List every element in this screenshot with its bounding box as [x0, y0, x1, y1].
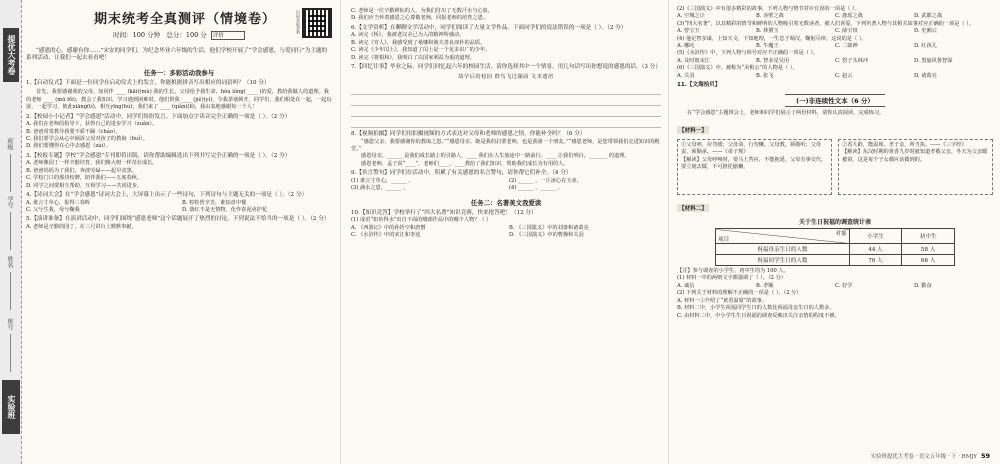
- q2-option-c[interactable]: C. 我们要学会从心中倾诉父母对孩子的教诲（huǐ）。: [26, 135, 148, 142]
- q6-option-c[interactable]: C. 读完《少年闰土》，我知道了闰土是一个见多识广的少年。: [351, 47, 491, 54]
- field-class-label: 班级: [6, 138, 13, 150]
- r4-option-a[interactable]: A. 哪吒: [677, 43, 695, 50]
- survey-col-primary: 小学生: [849, 229, 902, 244]
- survey-note: 【注】参与调查的小学生、初中生均为 100 人。: [677, 268, 789, 275]
- q4-option-d[interactable]: D. 落红不是无情物，化作春泥更护花: [182, 206, 268, 213]
- question-9: 9.【名言警句】同学们在活动中，积累了有关感恩的名言警句，请你帮它们补全。（4 分）: [351, 170, 572, 177]
- survey-table: [715, 228, 955, 266]
- q3-option-d[interactable]: D. 同学之间要相互帮助，互相学习——共同进步。: [26, 182, 143, 189]
- field-seat-label: 座号: [6, 318, 13, 330]
- q5-option-c[interactable]: C. 老师是一位辛勤耕耘的人，为我们付出了无数汗水与心血。: [351, 8, 493, 14]
- survey-header-row: [716, 229, 955, 244]
- r3-option-a[interactable]: A. 曾宝玉: [677, 28, 700, 35]
- question-7: 7.【回忆往事】毕业之际，同学们回忆起六年的校园生活。请你选择其中一个情景，用几句话写出你想说的感恩的话。（3 分）: [351, 64, 661, 71]
- task1-heading: 任务一：多彩活动我参与: [143, 68, 215, 77]
- sub-question-2: (2) 下列关于材料的理解不正确的一项是（ ）。（2 分）: [677, 290, 802, 297]
- q10-sub-2: (2)《三国演义》中有很多精彩的故事，下列人物与情节对应有误的一项是（ ）。: [677, 6, 860, 12]
- material-1-tag: 【材料一】: [679, 128, 707, 135]
- right-page: [668, 0, 1000, 464]
- question-2: 2.【校园小小记者】“学会感恩”活动中，同学们纷纷发言。下面加点字读音完全正确的一项是（ ）。（2 分）: [26, 113, 291, 120]
- r6-options: [677, 73, 993, 80]
- r2-options: [677, 13, 993, 20]
- survey-corner: [716, 229, 850, 244]
- q4-options: [26, 200, 332, 215]
- q4-option-c[interactable]: C. 父兮生我，母兮鞠我: [26, 206, 80, 213]
- survey-cell: 66 人: [902, 255, 955, 266]
- q9-blank-1[interactable]: (1) 谁言寸草心，______ 。: [351, 177, 414, 184]
- left-content: [26, 8, 332, 231]
- reading-intro: 在“学会感恩”主题班会上，老师和同学们展示了两份材料，请你认真阅读，完成练习。: [687, 109, 885, 116]
- q10-options: [351, 225, 661, 240]
- question-11: 11.【文海拾贝】: [677, 82, 721, 89]
- page-footer: [871, 452, 990, 460]
- q10-sub-6: (6)《三国演义》中，被称为“美髯公”的人物是（ ）。: [677, 65, 798, 72]
- question-5: 5.【演讲准备】在演讲活动中，同学们围绕“感恩老师”这个话题展开了热烈的讨论。下列说法不恰当的一项是（ ）。（2 分）: [26, 216, 330, 223]
- question-4: 4.【诗词大会】在“学会感恩”诗词大会上，大屏幕上出示了一些诗句，下列诗句与主题无关的一项是（ ）。（2 分）: [26, 191, 308, 198]
- q5-option-d[interactable]: D. 我们应当怀着感恩之心尊敬老师，回报老师的培育之恩。: [351, 15, 488, 22]
- middle-page: [340, 0, 668, 464]
- question-1: 1.【启动仪式】下面是一位同学在启动仪式上的发言，你能根据拼音写出相应的词语吗？（10 分）: [26, 79, 270, 86]
- material-1-right-text: ②香九龄，能温席。孝于亲，所当执。——《三字经》: [842, 142, 967, 149]
- survey-head-obj: 对象: [835, 231, 847, 238]
- section-banner: (一)非连续性文本（6 分）: [785, 94, 885, 107]
- r3-option-c[interactable]: C. 薛宝钗: [835, 28, 858, 35]
- exam-total: 总分：100 分: [166, 31, 207, 39]
- sub-question-1: (1) 材料一中的两则文字都强调了（ ）。（2 分）: [677, 275, 786, 282]
- exam-time: 时间：100 分钟: [113, 31, 161, 39]
- q9-blank-4[interactable]: (4) ______ ，______ 。: [509, 185, 563, 192]
- score-box[interactable]: 评价: [211, 31, 245, 40]
- right-content: [677, 6, 993, 320]
- brand-logo-bottom: 实验班: [2, 380, 20, 434]
- survey-row-label: 祝福同学生日的人数: [716, 255, 850, 266]
- r3-option-b[interactable]: B. 林黛玉: [756, 28, 779, 35]
- survey-row-label: 祝福母亲生日的人数: [716, 244, 850, 255]
- material-2-tag: 【材料二】: [679, 206, 707, 213]
- material-1-right: [838, 139, 993, 195]
- q8-body-3[interactable]: 感恩老师，孟子说“____”，老师们____，____教给了我们知识，帮助我们成长为有用的人。: [361, 160, 569, 167]
- page-number: 59: [980, 452, 990, 460]
- s1-option-a[interactable]: A. 诚信: [677, 282, 695, 289]
- s2-option-a[interactable]: A. 材料一①介绍了“黄香温席”的故事。: [677, 297, 768, 304]
- field-name-line: [10, 272, 11, 310]
- survey-cell: 76 人: [849, 255, 902, 266]
- exam-meta: [26, 30, 332, 40]
- question-8: 8.【视频拍摄】同学们用拍摄视频的方式表达对父母和老师的感恩之情，你能补全吗？（6 分）: [351, 131, 586, 138]
- survey-cell: 58 人: [902, 244, 955, 255]
- q2-option-b[interactable]: B. 爸爸常常教导我要不骄不躁（cháo）。: [26, 128, 121, 135]
- q10-sub-1: (1) 成语“如鱼得水”出自下面的哪部作品中的哪个人物？（ ）: [351, 217, 492, 224]
- q5-option-a[interactable]: A. 老师是辛勤的园丁，在三尺讲台上默默奉献。: [26, 223, 137, 230]
- s1-option-d[interactable]: D. 勤奋: [914, 282, 932, 289]
- q10-sub-3: (3)“四大名著”，以其精彩的情节和鲜明的人物吸引着无数读者，被人们喜爱。下列名著人物与其相关故事对应正确的一项是（ ）。: [677, 20, 975, 27]
- r6-option-b[interactable]: B. 张飞: [756, 72, 774, 79]
- q6-option-d[interactable]: D. 读完《将相和》，我明白了以国家利益为重的道理。: [351, 54, 475, 61]
- r3-option-d[interactable]: D. 史湘云: [914, 28, 937, 35]
- field-seat-line: [10, 334, 11, 372]
- material-1-left-text: ①父母呼，应勿缓；父母命，行勿懒。父母教，须敬听；父母责，须顺承。——《弟子规》: [681, 142, 822, 156]
- q6-option-b[interactable]: B. 读完《穷人》，我感受到了桑娜和渔夫善良淳朴的品质。: [351, 39, 486, 46]
- field-school-line: [10, 212, 11, 250]
- q10-sub-5: (5)《水浒传》中，下列人物与绰号对应不正确的一项是（ ）。: [677, 50, 819, 57]
- question-10: 10.【知识竞答】学校举行了“四大名著”知识竞赛，快来抢答吧！（12 分）: [351, 209, 537, 216]
- material-1-left: [677, 139, 832, 195]
- r5-option-d[interactable]: D. 黑旋风鲁智深: [914, 57, 953, 64]
- task2-heading: 任务二：名著美文我爱读: [470, 198, 542, 207]
- r6-option-a[interactable]: A. 关羽: [677, 72, 695, 79]
- q3-option-a[interactable]: A. 老师像园丁一样辛勤培育，我们像大树一样茁壮成长。: [26, 160, 158, 167]
- table-row: [716, 255, 955, 266]
- q10-option-c[interactable]: C. 《水浒传》中的宋江和李逵: [351, 232, 421, 239]
- r6-option-c[interactable]: C. 赵云: [835, 72, 853, 79]
- survey-cell: 44 人: [849, 244, 902, 255]
- q3-option-c[interactable]: C. 学校门口的那块校牌，陪伴我们——五度春秋。: [26, 175, 143, 182]
- q10-option-d[interactable]: D. 《三国演义》中的曹操和关羽: [509, 232, 584, 239]
- middle-content: [351, 8, 661, 239]
- exam-title: 期末统考全真测评（情境卷）: [93, 12, 276, 27]
- survey-col-junior: 初中生: [902, 229, 955, 244]
- q8-body: “感恩父亲，我要感谢你的教诲之恩。”“感恩母亲，她是我的启蒙老师，也是我第一个朋友。”“感恩老师，是您带领我们走进知识的殿堂。”: [351, 138, 660, 153]
- question-6: 6.【文学赏析】在聊聊文学活动中，同学们阅读了大量文学作品。下面同学们的说法错误的一项是（ ）。（2 分）: [351, 24, 627, 31]
- qr-caption: 扫码获取答案: [296, 10, 301, 34]
- r2-option-b[interactable]: B. 赤壁之战: [756, 13, 784, 20]
- q9-blanks: [351, 178, 661, 193]
- q4-option-a[interactable]: A. 谁言寸草心，报得三春晖: [26, 199, 91, 206]
- q7-phrases: 故学后的校园 群鸟飞过湖面 文本遗培: [458, 73, 554, 80]
- q4-option-b[interactable]: B. 粒粒皆辛苦，谁知盘中餐: [182, 199, 247, 206]
- material-1-right-note: 【解读】东汉时期的黄香九岁时就知道孝敬父亲，冬天为父亲暖被窝，这是每个子女都应该做到的。: [842, 149, 988, 163]
- r4-option-c[interactable]: C. 二郎神: [835, 43, 858, 50]
- q2-option-d[interactable]: D. 我们要懂得在心中去感恩（zài）。: [26, 143, 111, 150]
- q10-option-a[interactable]: A. 《西游记》中的孙悟空和唐僧: [351, 224, 426, 231]
- r5-option-c[interactable]: C. 豹子头林冲: [835, 57, 869, 64]
- r2-option-c[interactable]: C. 鹿瑶之战: [835, 13, 863, 20]
- r3-options: [677, 28, 993, 35]
- s1-option-c[interactable]: C. 好学: [835, 282, 853, 289]
- field-school-label: 学号: [6, 196, 13, 208]
- question-3: 3.【校报专题】学校“学会感恩”专刊即将出版，请你帮助编辑选出下列书写完全正确的一项是（ ）。（2 分）: [26, 152, 291, 159]
- binding-strip: [0, 0, 22, 464]
- q10-option-b[interactable]: B. 《三国演义》中的刘备和诸葛亮: [509, 224, 589, 231]
- s2-option-c[interactable]: C. 由材料二中，中小学生生日祝福的调查反映出关注亲情的程度不够。: [677, 312, 840, 319]
- q9-blank-2[interactable]: (2) ______ ，一片冰心在玉壶。: [509, 177, 582, 184]
- r2-option-a[interactable]: A. 空城之计: [677, 13, 705, 20]
- r4-option-d[interactable]: D. 红孩儿: [914, 43, 937, 50]
- r5-option-a[interactable]: A. 及时雨宋江: [677, 57, 710, 64]
- q3-option-b[interactable]: B. 爸爸妈妈为了我们，奔波劳碌——起早贪黑。: [26, 167, 137, 174]
- s2-option-b[interactable]: B. 材料二中，小学生祝福同学生日的人数比祝福母亲生日的人数多。: [677, 305, 835, 312]
- field-name-label: 姓名: [6, 256, 13, 268]
- material-1-left-note: 【解读】父母呼唤时，要马上答应，不能拖延。父母有事交代，要立刻去做，不可推托偷懒。: [681, 156, 827, 171]
- left-page: [0, 0, 340, 464]
- question-1-body: 首先，我要感谢我的父母，如同伴 ____ (kāi)(mù) 我的生长。父母给予我生命，hòu lóng( ____ )的爱，教给我做人的道理。我的老师 ____ (mú fěi)，教会了我知识。学习遇到困难时，他们帮我 ____ (jiě)(yí)，令我茅塞顿开。同学们，我们相处在一起，一起玩耍，一起学习，彼此xiāng(tí)，相互yīng(hù)。我们来了 ____ (qiǎn)(lǐ)。我由衷地感谢每一个人！: [26, 89, 332, 111]
- field-class-line: [10, 154, 11, 192]
- qr-code-icon[interactable]: [302, 8, 332, 38]
- intro-paragraph: “感恩的心，感谢有你……”宋安的同学们，为纪念毕业六年级的生活，他们学校开展了“学会感恩，与爱同行”为主题的系列活动，让我们一起去看看吧！: [26, 47, 328, 62]
- r4-option-b[interactable]: B. 牛魔王: [756, 43, 779, 50]
- q8-body-2[interactable]: 感恩母亲，______ 是我们成长路上的引路人，____ 我们在人生旅途中一路前行。____ 让我们明白，_______ 的道理。: [361, 153, 630, 160]
- r5-option-b[interactable]: B. 智多星吴用: [756, 57, 790, 64]
- q6-option-a[interactable]: A. 读完《桥》，我被老汉舍己为人的精神所感动。: [351, 32, 465, 39]
- r6-option-d[interactable]: D. 诸葛亮: [914, 72, 937, 79]
- footer-text: 实验班提优大考卷 · 语文五年级 · 下 · RMJY: [870, 454, 977, 460]
- q2-option-a[interactable]: A. 我们在老师的指导下，获得自己的进步学习（xuǎn）。: [26, 121, 158, 128]
- q7-writing-area[interactable]: [351, 84, 661, 128]
- survey-head-item: 项目: [718, 237, 730, 244]
- survey-title: 关于生日祝福的调查统计表: [798, 219, 871, 227]
- table-row: [716, 244, 955, 255]
- brand-logo-top: 提优大考卷: [3, 28, 19, 82]
- r2-option-d[interactable]: D. 武都之战: [914, 13, 943, 20]
- q9-blank-3[interactable]: (3) 滴水之恩，______ 。: [351, 185, 409, 192]
- q10-sub-4: (4) 他足智多谋，上知天文，下知地理，一生忠于蜀汉，鞠躬尽瘁。这说的是（ ）。: [677, 35, 867, 42]
- material-1: [677, 139, 993, 195]
- s1-option-b[interactable]: B. 孝顺: [756, 282, 774, 289]
